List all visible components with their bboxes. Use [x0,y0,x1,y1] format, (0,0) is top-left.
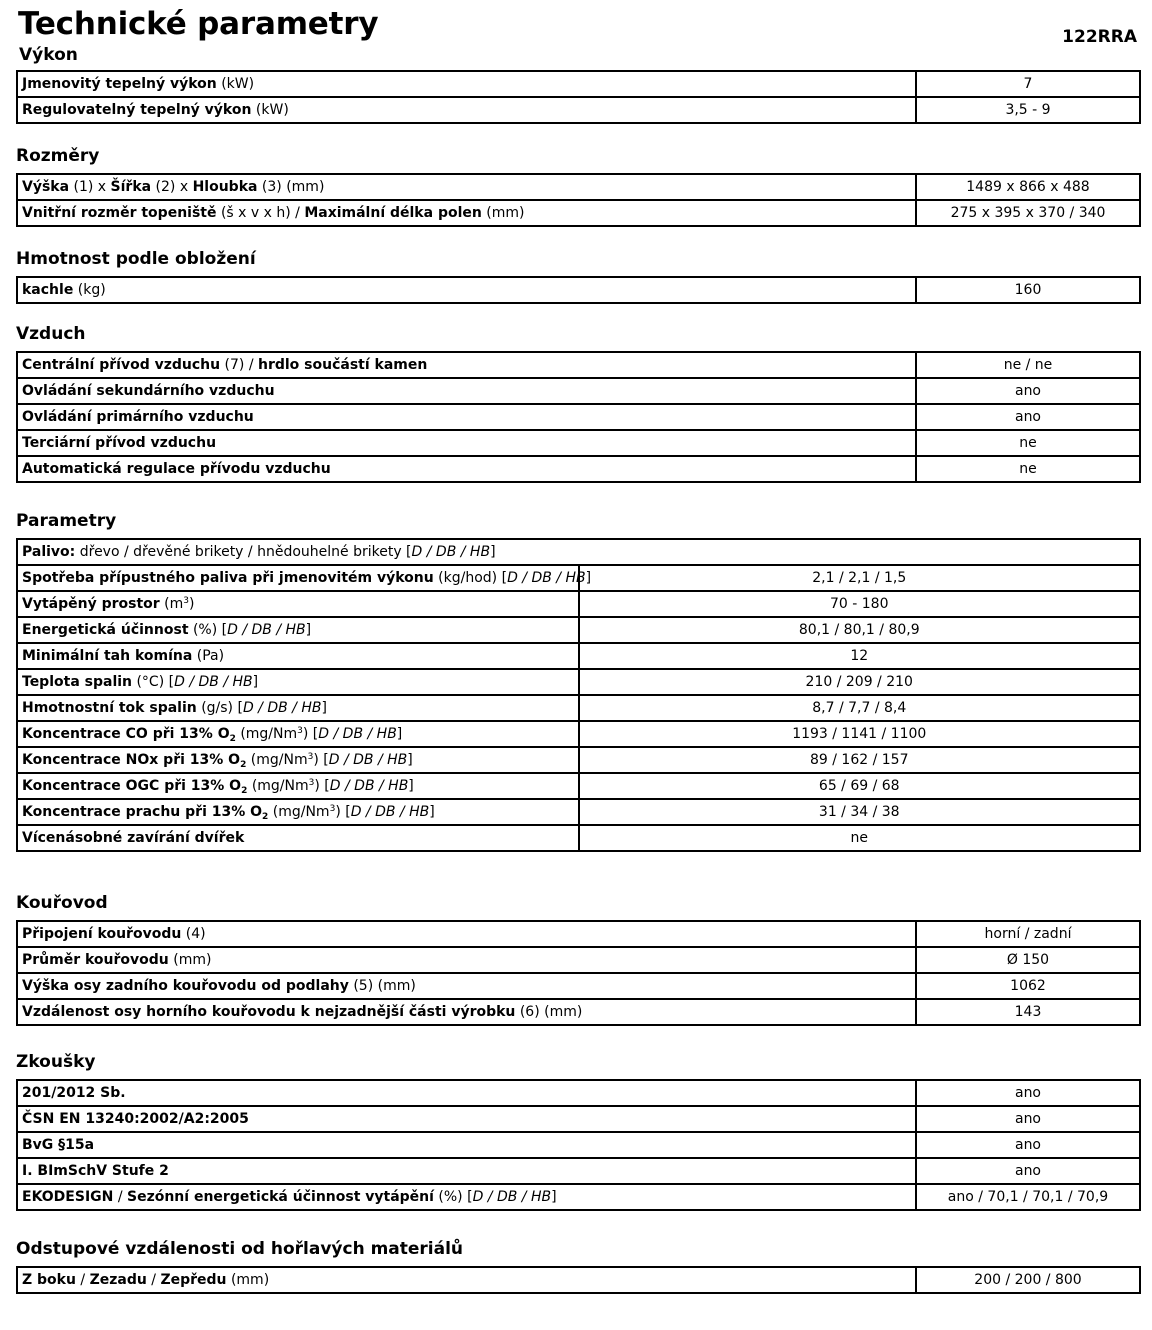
row-label: Koncentrace CO při 13% $O_2$ (mg/Nm$^3$) [D / DB / HB] [17,721,579,747]
table-row [17,747,1140,773]
table-row [17,1158,1140,1184]
table-row [17,1080,1140,1106]
row-value: 1489 x 866 x 488 [916,174,1140,200]
row-label: EKODESIGN / Sezónní energetická účinnost vytápění (%) [D / DB / HB] [17,1184,916,1210]
row-label: Energetická účinnost (%) [D / DB / HB] [17,617,579,643]
row-value: ano [916,404,1140,430]
section-title-parametry: Parametry [16,511,117,531]
table-parametry [16,538,1141,852]
table-row [17,456,1140,482]
row-value: 200 / 200 / 800 [916,1267,1140,1293]
row-value: 275 x 395 x 370 / 340 [916,200,1140,226]
row-label: Ovládání primárního vzduchu [17,404,916,430]
row-value: 210 / 209 / 210 [579,669,1141,695]
row-value: 70 - 180 [579,591,1141,617]
row-label: Jmenovitý tepelný výkon (kW) [17,71,916,97]
row-value: ano [916,378,1140,404]
section-title-kourovod: Kouřovod [16,893,108,913]
row-value: 80,1 / 80,1 / 80,9 [579,617,1141,643]
row-label: Regulovatelný tepelný výkon (kW) [17,97,916,123]
table-row [17,1132,1140,1158]
table-row [17,200,1140,226]
section-title-hmotnost: Hmotnost podle obložení [16,249,256,269]
table-row [17,539,1140,565]
table-row [17,1106,1140,1132]
row-value: ne [916,456,1140,482]
row-label: Vnitřní rozměr topeniště (š x v x h) / Maximální délka polen (mm) [17,200,916,226]
table-row [17,669,1140,695]
table-row [17,721,1140,747]
table-kourovod [16,920,1141,1026]
table-rozmery [16,173,1141,227]
row-value: 143 [916,999,1140,1025]
table-row [17,947,1140,973]
table-row [17,1184,1140,1210]
row-label: Koncentrace prachu při 13% $O_2$ (mg/Nm$^3$) [D / DB / HB] [17,799,579,825]
row-label: Teplota spalin (°C) [D / DB / HB] [17,669,579,695]
row-label: Připojení kouřovodu (4) [17,921,916,947]
row-label: Výška osy zadního kouřovodu od podlahy (5) (mm) [17,973,916,999]
row-value: 3,5 - 9 [916,97,1140,123]
row-value: ano [916,1106,1140,1132]
row-label: BvG §15a [17,1132,916,1158]
row-value: 1062 [916,973,1140,999]
row-value: 2,1 / 2,1 / 1,5 [579,565,1141,591]
table-row [17,174,1140,200]
section-title-odstup: Odstupové vzdálenosti od hořlavých materiálů [16,1239,464,1259]
row-value: ano [916,1080,1140,1106]
table-row [17,352,1140,378]
table-row [17,378,1140,404]
row-label: Hmotnostní tok spalin (g/s) [D / DB / HB] [17,695,579,721]
row-value: Ø 150 [916,947,1140,973]
table-hmotnost [16,276,1141,304]
row-label: Ovládání sekundárního vzduchu [17,378,916,404]
table-row [17,695,1140,721]
row-value: ne [579,825,1141,851]
table-odstup [16,1266,1141,1294]
row-label: Minimální tah komína (Pa) [17,643,579,669]
row-value: ano / 70,1 / 70,1 / 70,9 [916,1184,1140,1210]
row-label: 201/2012 Sb. [17,1080,916,1106]
row-value: 89 / 162 / 157 [579,747,1141,773]
row-value: ne / ne [916,352,1140,378]
row-label: Vytápěný prostor $(m^3)$ [17,591,579,617]
table-row [17,617,1140,643]
table-row [17,591,1140,617]
row-label: Terciární přívod vzduchu [17,430,916,456]
row-label: Koncentrace NOx při 13% $O_2$ (mg/Nm$^3$) [D / DB / HB] [17,747,579,773]
row-value: ano [916,1132,1140,1158]
table-row [17,643,1140,669]
row-label: ČSN EN 13240:2002/A2:2005 [17,1106,916,1132]
row-label: Spotřeba přípustného paliva při jmenovitém výkonu (kg/hod) [D / DB / HB] [17,565,579,591]
row-label: Centrální přívod vzduchu (7) / hrdlo součástí kamen [17,352,916,378]
row-label: Automatická regulace přívodu vzduchu [17,456,916,482]
table-row [17,799,1140,825]
section-title-zkousky: Zkoušky [16,1052,96,1072]
page-title: Technické parametry [18,6,379,42]
table-row [17,71,1140,97]
table-row [17,921,1140,947]
section-title-rozmery: Rozměry [16,146,100,166]
row-label: Koncentrace OGC při 13% $O_2$ (mg/Nm$^3$) [D / DB / HB] [17,773,579,799]
row-label: Výška (1) x Šířka (2) x Hloubka (3) (mm) [17,174,916,200]
table-row [17,1267,1140,1293]
row-label: Vícenásobné zavírání dvířek [17,825,579,851]
table-row [17,973,1140,999]
row-value: 8,7 / 7,7 / 8,4 [579,695,1141,721]
row-label: Vzdálenost osy horního kouřovodu k nejzadnější části výrobku (6) (mm) [17,999,916,1025]
table-row [17,565,1140,591]
row-value: 1193 / 1141 / 1100 [579,721,1141,747]
table-vykon [16,70,1141,124]
row-value: 31 / 34 / 38 [579,799,1141,825]
row-value: ne [916,430,1140,456]
row-label: Průměr kouřovodu (mm) [17,947,916,973]
row-value: 65 / 69 / 68 [579,773,1141,799]
table-zkousky [16,1079,1141,1211]
row-value: 160 [916,277,1140,303]
table-row [17,404,1140,430]
table-row [17,999,1140,1025]
table-row [17,773,1140,799]
row-label: I. BImSchV Stufe 2 [17,1158,916,1184]
table-row [17,825,1140,851]
row-label: Palivo: dřevo / dřevěné brikety / hnědouhelné brikety [D / DB / HB] [17,539,1140,565]
row-label: Z boku / Zezadu / Zepředu (mm) [17,1267,916,1293]
table-row [17,277,1140,303]
row-value: horní / zadní [916,921,1140,947]
row-value: 7 [916,71,1140,97]
row-label: kachle (kg) [17,277,916,303]
table-row [17,97,1140,123]
section-title-vzduch: Vzduch [16,324,86,344]
row-value: ano [916,1158,1140,1184]
model-code: 122RRA [1062,27,1137,47]
row-value: 12 [579,643,1141,669]
section-title-vykon: Výkon [19,45,78,65]
table-row [17,430,1140,456]
table-vzduch [16,351,1141,483]
